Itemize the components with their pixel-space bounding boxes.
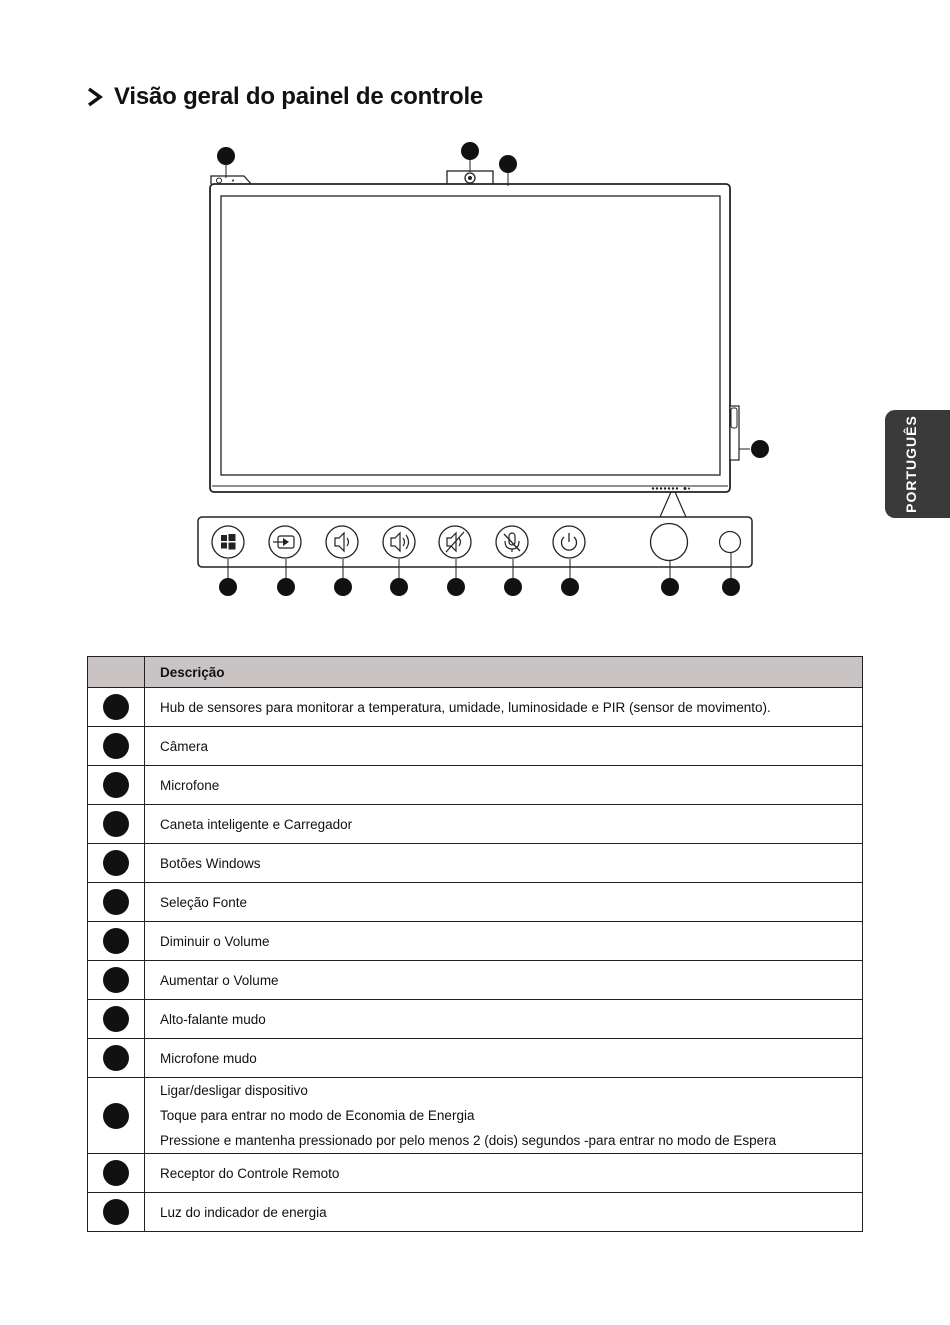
table-row bbox=[88, 688, 863, 727]
table-row bbox=[88, 883, 863, 922]
smart-pen-charger bbox=[730, 406, 750, 460]
callout-dot bbox=[103, 967, 129, 993]
row-description bbox=[145, 1078, 863, 1154]
row-description: Seleção Fonte bbox=[145, 883, 863, 922]
windows-button[interactable] bbox=[212, 526, 244, 558]
callout-dot bbox=[103, 694, 129, 720]
table-row bbox=[88, 1000, 863, 1039]
callout-dot bbox=[103, 1199, 129, 1225]
table-row bbox=[88, 922, 863, 961]
row-description-line: Pressione e mantenha pressionado por pelo menos 2 (dois) segundos -para entrar no modo de Espera bbox=[160, 1133, 777, 1148]
row-description: Hub de sensores para monitorar a temperatura, umidade, luminosidade e PIR (sensor de movimento). bbox=[145, 688, 863, 727]
row-description: Microfone mudo bbox=[145, 1039, 863, 1078]
table-row bbox=[88, 805, 863, 844]
language-tab-label: PORTUGUÊS bbox=[902, 415, 919, 513]
volume-up-button[interactable] bbox=[383, 526, 415, 558]
power-button[interactable] bbox=[553, 526, 585, 558]
header-number bbox=[88, 657, 145, 688]
description-table bbox=[87, 656, 863, 1232]
callout-dot bbox=[103, 850, 129, 876]
row-description: Botões Windows bbox=[145, 844, 863, 883]
callout-dot bbox=[103, 733, 129, 759]
table-row bbox=[88, 727, 863, 766]
page-title-text: Visão geral do painel de controle bbox=[114, 83, 484, 110]
source-button[interactable] bbox=[269, 526, 301, 558]
row-description: Alto-falante mudo bbox=[145, 1000, 863, 1039]
table-row bbox=[88, 1193, 863, 1232]
row-description: Câmera bbox=[145, 727, 863, 766]
table-row bbox=[88, 844, 863, 883]
row-description-line: Toque para entrar no modo de Economia de Energia bbox=[160, 1108, 475, 1123]
callout-dot bbox=[103, 928, 129, 954]
row-description: Luz do indicador de energia bbox=[145, 1193, 863, 1232]
row-description: Diminuir o Volume bbox=[145, 922, 863, 961]
display-screen bbox=[221, 196, 720, 475]
speaker-mute-button[interactable] bbox=[439, 526, 471, 558]
volume-down-button[interactable] bbox=[326, 526, 358, 558]
callout-dot bbox=[103, 1045, 129, 1071]
power-indicator bbox=[720, 532, 741, 553]
display-diagram bbox=[0, 0, 950, 640]
row-description: Receptor do Controle Remoto bbox=[145, 1154, 863, 1193]
table-row bbox=[88, 961, 863, 1000]
table-row bbox=[88, 766, 863, 805]
callout-dot bbox=[103, 1103, 129, 1129]
callout-dot bbox=[103, 772, 129, 798]
table-row bbox=[88, 1078, 863, 1154]
table-row bbox=[88, 1154, 863, 1193]
row-description: Aumentar o Volume bbox=[145, 961, 863, 1000]
camera-module bbox=[447, 171, 493, 185]
row-description-line: Ligar/desligar dispositivo bbox=[160, 1083, 308, 1098]
callout-dot bbox=[103, 1160, 129, 1186]
remote-receiver bbox=[651, 524, 688, 561]
header-description: Descrição bbox=[145, 657, 863, 688]
mic-mute-button[interactable] bbox=[496, 526, 528, 558]
language-tab bbox=[885, 410, 950, 518]
callout-dot bbox=[103, 1006, 129, 1032]
row-description: Microfone bbox=[145, 766, 863, 805]
table-row bbox=[88, 1039, 863, 1078]
callout-dot bbox=[103, 811, 129, 837]
table-header-row bbox=[88, 657, 863, 688]
callout-dot bbox=[103, 889, 129, 915]
row-description: Caneta inteligente e Carregador bbox=[145, 805, 863, 844]
